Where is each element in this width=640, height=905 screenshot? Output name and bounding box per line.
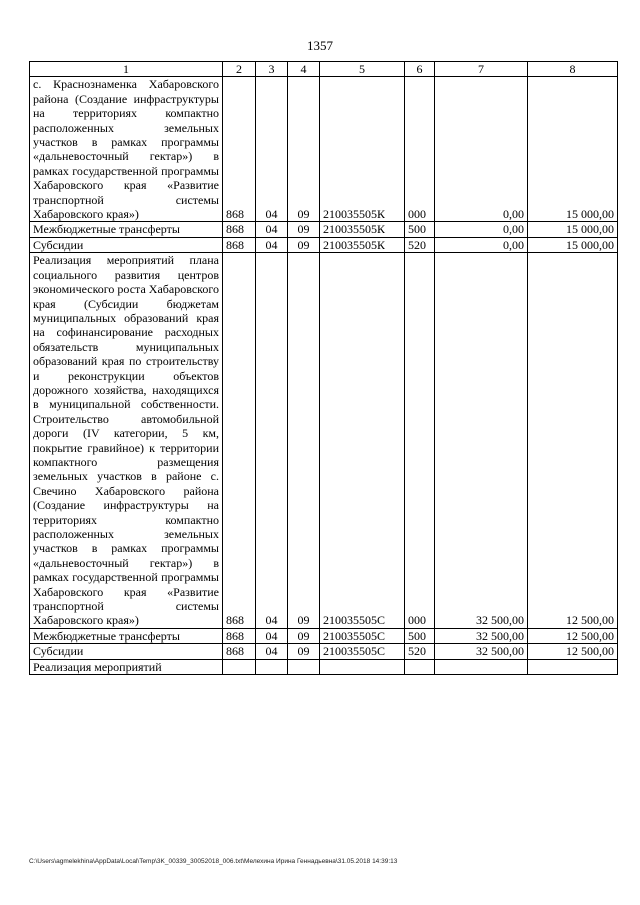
row-description [30,659,223,674]
cell-subsection: 09 [288,628,320,643]
cell-section [256,659,288,674]
cell-admin-code: 868 [223,253,256,629]
cell-subsection: 09 [288,237,320,252]
cell-amount-2: 15 000,00 [528,77,618,222]
cell-expense-type [405,659,435,674]
cell-subsection: 09 [288,77,320,222]
cell-amount-1: 0,00 [435,222,528,237]
row-description-text: Межбюджетные трансферты [33,628,180,643]
cell-expense-type: 500 [405,628,435,643]
row-description-text: Реализация мероприятий плана социального развития центров экономического роста Хабаровского края (Субсидии бюджетам муниципальных образований края на софинансирование расходных обязательств муниципальных образований края по строительству и реконструкции объектов дорожного хозяйства, находящихся в муниципальной собственности. Строительство автомобильной дороги (IV категории, 5 км, покрытие гравийное) к территории компактного размещения земельных участков в районе с. Свечино Хабаровского района (Создание инфраструктуры на территориях компактно расположенных земельных участков в рамках программы «дальневосточный гектар») в рамках государственной программы Хабаровского края «Развитие транспортной системы Хабаровского края») [33,253,219,628]
row-description-text: Субсидии [33,644,84,659]
cell-amount-1: 32 500,00 [435,644,528,659]
cell-section: 04 [256,253,288,629]
column-header: 1 [30,62,223,77]
file-path-footer: C:\Users\agmelekhina\AppData\Local\Temp\3K_00339_30052018_006.txt\Мелехина Ирина Геннадьевна\31.05.2018 14:39:13 [29,858,398,865]
cell-subsection: 09 [288,644,320,659]
cell-target-article: 210035505С [320,644,405,659]
cell-expense-type: 520 [405,644,435,659]
cell-subsection: 09 [288,253,320,629]
cell-amount-1: 0,00 [435,77,528,222]
cell-amount-1: 32 500,00 [435,253,528,629]
cell-amount-2: 12 500,00 [528,644,618,659]
cell-target-article: 210035505К [320,77,405,222]
cell-amount-2: 12 500,00 [528,628,618,643]
row-description [30,222,223,237]
table-header-row [30,62,618,77]
cell-target-article: 210035505К [320,222,405,237]
cell-admin-code: 868 [223,628,256,643]
row-description [30,77,223,222]
row-description-text: Реализация мероприятий [33,659,162,674]
table-row [30,253,618,629]
table-row [30,77,618,222]
cell-amount-1: 32 500,00 [435,628,528,643]
cell-target-article [320,659,405,674]
column-header: 6 [405,62,435,77]
row-description-text: с. Краснознаменка Хабаровского района (Создание инфраструктуры на территориях компактно расположенных земельных участков в рамках программы «дальневосточный гектар») в рамках государственной программы Хабаровского края «Развитие транспортной системы Хабаровского края») [33,77,219,222]
cell-section: 04 [256,222,288,237]
cell-admin-code: 868 [223,222,256,237]
table-row [30,659,618,674]
row-description [30,237,223,252]
cell-section: 04 [256,644,288,659]
row-description [30,644,223,659]
cell-admin-code: 868 [223,77,256,222]
cell-admin-code: 868 [223,237,256,252]
cell-amount-1 [435,659,528,674]
cell-section: 04 [256,77,288,222]
row-description-text: Субсидии [33,237,84,252]
cell-amount-2 [528,659,618,674]
page-number: 1357 [307,38,333,53]
column-header: 4 [288,62,320,77]
row-description [30,628,223,643]
cell-section: 04 [256,237,288,252]
cell-expense-type: 000 [405,77,435,222]
cell-expense-type: 520 [405,237,435,252]
column-header: 7 [435,62,528,77]
cell-target-article: 210035505С [320,253,405,629]
cell-section: 04 [256,628,288,643]
cell-amount-2: 12 500,00 [528,253,618,629]
cell-target-article: 210035505К [320,237,405,252]
table-row [30,644,618,659]
cell-subsection [288,659,320,674]
cell-subsection: 09 [288,222,320,237]
cell-admin-code [223,659,256,674]
cell-amount-2: 15 000,00 [528,237,618,252]
cell-expense-type: 000 [405,253,435,629]
cell-amount-1: 0,00 [435,237,528,252]
table-row [30,237,618,252]
table-row [30,628,618,643]
cell-amount-2: 15 000,00 [528,222,618,237]
cell-expense-type: 500 [405,222,435,237]
cell-admin-code: 868 [223,644,256,659]
table-row [30,222,618,237]
column-header: 2 [223,62,256,77]
column-header: 8 [528,62,618,77]
budget-table [29,61,618,675]
column-header: 3 [256,62,288,77]
row-description [30,253,223,629]
row-description-text: Межбюджетные трансферты [33,222,180,237]
cell-target-article: 210035505С [320,628,405,643]
column-header: 5 [320,62,405,77]
